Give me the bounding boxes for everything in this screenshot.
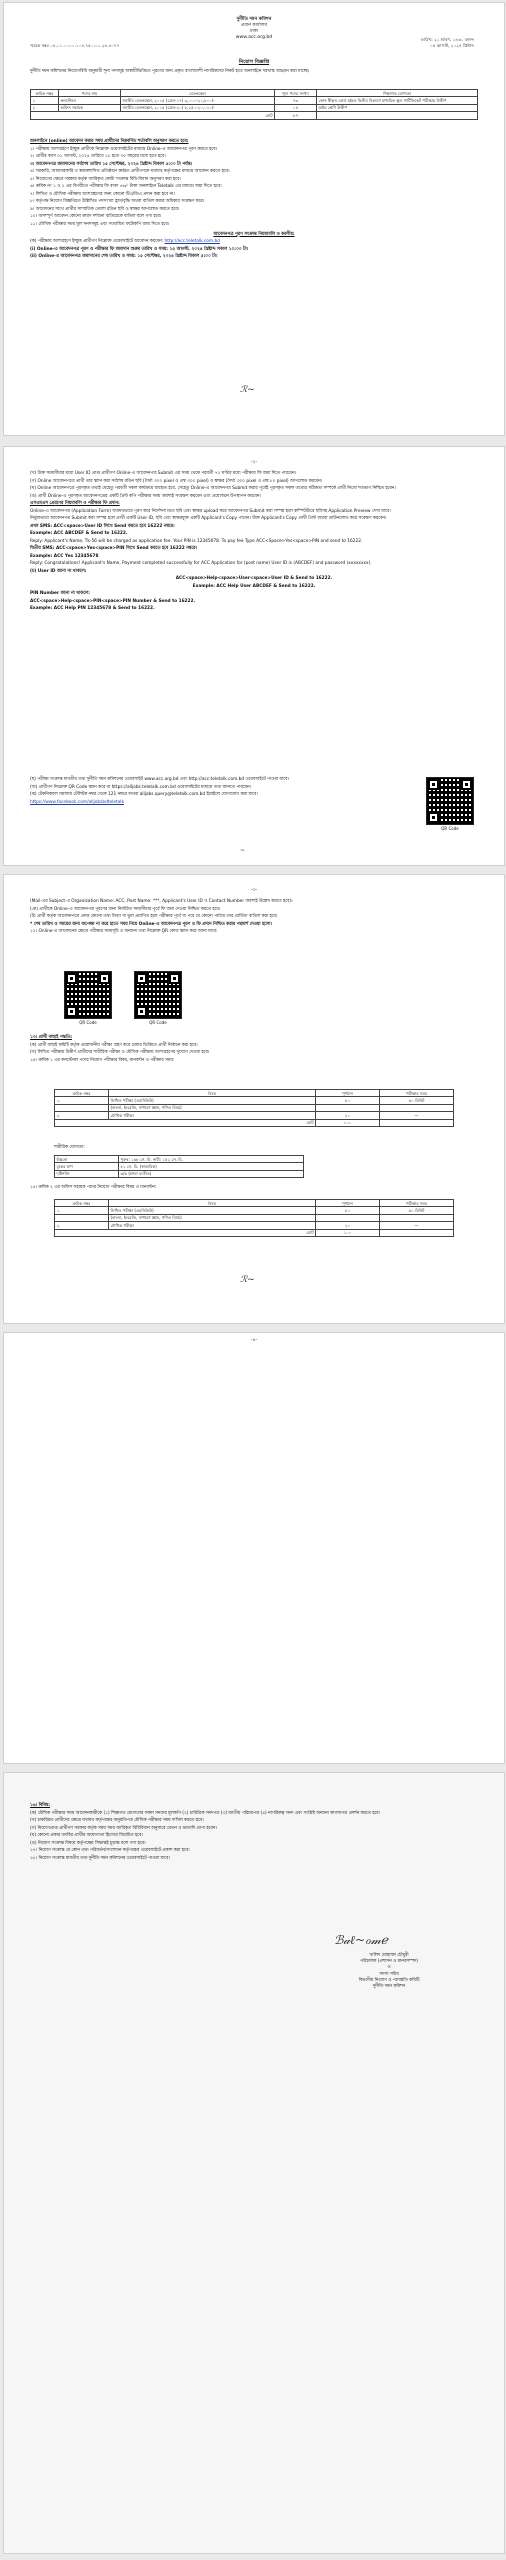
table-cell: — [380, 1222, 454, 1229]
sms-step: প্রথম SMS: ACC<space>User ID লিখে Send করতে হবে 16222 নম্বরে। [30, 523, 175, 529]
table-header: ক্রমিক নম্বর [55, 1200, 109, 1207]
table-total-label: মোট [55, 1119, 316, 1126]
list-item: ১৭। নিয়োগ সংক্রান্ত যে কোন তথ্য পরিবর্তন/সংশোধন কর্তৃপক্ষের ওয়েবসাইটে প্রকাশ করা হবে। [30, 1848, 190, 1853]
list-item: ৯। আবেদনের সাথে প্রার্থীর সাম্প্রতিক তোলা রঙিন ছবি ও স্বাক্ষর আপলোড করতে হবে। [30, 206, 180, 212]
signatory-and: ও [387, 1965, 391, 1971]
notice-page-5 [3, 1772, 505, 2554]
qr-caption: QR Code [441, 826, 459, 831]
table-cell: ২০ [316, 1222, 380, 1229]
page-number: -৪- [250, 1338, 258, 1343]
table-row [55, 1214, 454, 1221]
exam-table-constable [54, 1089, 454, 1127]
page3-content [30, 899, 478, 937]
table-row [55, 1207, 454, 1214]
table-row [55, 1170, 304, 1177]
table-cell: পুরুষ: ১৬৮ সে. মি. নারী: ১৫২ সে. মি. [119, 1156, 304, 1163]
table-header: পরীক্ষার সময় [380, 1090, 454, 1097]
table-cell: জাতীয় বেতনস্কেল, ২০১৫ (গ্রেড-১৭) ৯,০০০-২১,৮০০/- [121, 97, 275, 104]
table-row [55, 1222, 454, 1229]
table-header-row [31, 90, 478, 97]
list-item: ১৪। ক্রমিক ১ এর কনস্টেবল পদের নিয়োগ পরীক্ষার বিষয়, মানবন্টন ও পরীক্ষার সময়: [30, 1057, 175, 1063]
list-item: (ঙ) নিয়োগ সংক্রান্ত বিষয়ে কর্তৃপক্ষের সিদ্ধান্তই চূড়ান্ত বলে গণ্য হবে। [30, 1840, 146, 1846]
sms-format: ACC<space>Help<space>User<space>User ID & Send to 16222. [175, 576, 333, 581]
table-header: বিষয় [109, 1090, 316, 1097]
qr-caption: QR Code [79, 1020, 97, 1025]
page-number: -২- [250, 460, 258, 465]
signatory-name: খালিদ মোহাম্মদ চৌধুরী [369, 1953, 409, 1958]
date-english: ০৫ আগস্ট, ২০২৪ খ্রিষ্টাব্দ [429, 43, 474, 48]
page2-content [30, 471, 478, 614]
table-cell: বুকের মাপ [55, 1163, 119, 1170]
table-cell [380, 1104, 454, 1111]
table-row [31, 104, 478, 111]
table-header: পূর্ণমান [316, 1200, 380, 1207]
table-cell: লিখিত পরীক্ষা (এমসিকিউ) [109, 1207, 316, 1214]
list-item: (ঘ) কোনো প্রকার তদবির প্রার্থীর অযোগ্যতা হিসেবে বিবেচিত হবে। [30, 1833, 143, 1838]
table-total-value: ৮৭ [275, 112, 317, 119]
list-item: ৩। আবেদনপত্র জমাদানের সর্বশেষ তারিখ ১৫ সেপ্টেম্বর, ২০২৪ খ্রিষ্টাব্দ বিকাল ৫:০০ টা পর্যন্ত। [30, 161, 193, 167]
table-total-label: মোট [55, 1229, 316, 1236]
list-item: ৭। লিখিত ও মৌখিক পরীক্ষায় অংশগ্রহণের জন্য কোনো টিএ/ডিএ প্রদান করা হবে না। [30, 191, 175, 197]
table-cell: ১ [31, 97, 59, 104]
sms-reply: Reply: Congratulations! Applicant's Name, Payment completed successfully for ACC Application for (post name) User ID is (ABCDEF) and password (xxxxxxxx). [30, 561, 372, 566]
date-block [421, 37, 474, 49]
table-cell: অফিস সহায়ক [59, 104, 121, 111]
list-item: ৪। সরকারি, আধাসরকারি ও স্বায়ত্তশাসিত প্রতিষ্ঠানে কর্মরত প্রার্থীগণকে যথাযথ কর্তৃপক্ষের মাধ্যমে আবেদন করতে হবে। [30, 169, 230, 174]
qr-code-icon[interactable] [426, 777, 474, 825]
facebook-link[interactable]: https://www.facebook.com/alljobsbdteletalk [30, 799, 124, 805]
initial-signature: ℛ~ [240, 1275, 255, 1285]
list-item: ৬। ক্রমিক নং ১ ও ২ এর বিপরীতে পরীক্ষার ফি বাবদ ৫৬/- টাকা অনলাইনে Teletalk এর মাধ্যমে জমা দিতে হবে। [30, 184, 222, 189]
list-item: ৮। কর্তৃপক্ষ নিয়োগ বিজ্ঞপ্তিতে উল্লিখিত পদসংখ্যা হ্রাস/বৃদ্ধি অথবা বাতিল করার অধিকার সংরক্ষণ করে। [30, 199, 205, 204]
table-cell: উচ্চতা [55, 1156, 119, 1163]
table-cell: ২০ [316, 1112, 380, 1119]
table-total-label: মোট [31, 112, 275, 119]
table-cell: দৃষ্টিশক্তি [55, 1170, 119, 1177]
table-total-value: ১০০ [316, 1229, 380, 1236]
table-cell: মৌখিক পরীক্ষা [109, 1222, 316, 1229]
table-cell [55, 1104, 109, 1111]
table-row [55, 1097, 454, 1104]
list-item: (ছ) পরীক্ষা সংক্রান্ত যাবতীয় তথ্য দুর্নীতি দমন কমিশনের ওয়েবসাইট www.acc.org.bd এবং http://acc.teletalk.com.bd ওয়েবসাইটে পাওয়া যাবে। [30, 777, 289, 782]
table-cell [380, 1229, 454, 1236]
table-cell: ৬০ মিনিট [380, 1097, 454, 1104]
table-row [55, 1156, 304, 1163]
table-row [55, 1163, 304, 1170]
table-header: পদের নাম [59, 90, 121, 97]
vacancy-table [30, 89, 478, 120]
city-name: ঢাকা [249, 29, 259, 34]
table-cell: ১. [55, 1097, 109, 1104]
sms-example: Example: ACC Help User ABCDEF & Send to 16222. [192, 583, 316, 589]
notice-page-1 [3, 2, 505, 436]
table-cell: — [380, 1112, 454, 1119]
org-name: দুর্নীতি দমন কমিশন [236, 17, 272, 22]
signatory-designation: পরিচালক (প্রশাসন ও মানবসম্পদ) [360, 1959, 418, 1965]
office-name: প্রধান কার্যালয় [240, 23, 268, 28]
signatory-role: সদস্য সচিব [379, 1971, 399, 1977]
table-row [55, 1104, 454, 1111]
list-item: (ঞ) প্রার্থীকে Online-এ আবেদনপত্র পূরণের জন্য নির্ধারিত সময়সীমার পূর্বে ফি জমা দেওয়া নিশ্চিত করতে হবে। [30, 906, 221, 912]
user-id-heading: (চ) User ID জানা না থাকলে: [30, 568, 87, 574]
list-item: (জ) প্রার্থীগণ নিম্নোক্ত QR Code স্ক্যান করে বা https://alljobs.teletalk.com.bd ওয়েবসাইটের মাধ্যমে তথ্য জানতে পারবেন। [30, 784, 252, 790]
selection-section [30, 1035, 478, 1065]
physical-table [54, 1155, 304, 1178]
table-total-row [55, 1229, 454, 1236]
list-item: (ঙ) প্রার্থী Online-এ পূরণকৃত আবেদনপত্রের একটি প্রিন্ট কপি পরীক্ষার সময় অবশ্যই সংরক্ষণ করবেন এবং প্রয়োজনে উপস্থাপন করবেন। [30, 493, 261, 499]
list-item: Online-এ আবেদনপত্র (Application Form) যথাযথভাবে পূরণ করে নির্দেশনা মতে ছবি এবং স্বাক্ষর upload করে আবেদনপত্র Submit করা সম্পন্ন হলে কম্পিউটারে ছবিসহ Application Preview দেখা যাবে। [30, 508, 391, 514]
sms-reply: Reply: Applicant's Name, Tk-56 will be charged as application fee. Your PIN is 12345678. To pay fee Type ACC<Space>Yes<space>PIN and send to 16222. [30, 538, 363, 544]
qr-code-icon[interactable] [134, 971, 182, 1019]
table-header-row [55, 1090, 454, 1097]
list-item: ১১। মৌখিক পরীক্ষার সময় মূল সনদসমূহ এবং সত্যায়িত ফটোকপি জমা দিতে হবে। [30, 221, 170, 227]
list-item: (ট) প্রার্থী কর্তৃক আবেদনপত্রে প্রদত্ত কোনো তথ্য মিথ্যা বা ভুল প্রমাণিত হলে পরীক্ষার পূর্বে বা পরে যে কোনো পর্যায়ে তার প্রার্থিতা বাতিল করা হবে। [30, 914, 278, 919]
table-header: ক্রমিক নম্বর [31, 90, 59, 97]
conditions-list [30, 139, 478, 262]
initial-signature: ~ [240, 847, 246, 854]
list-item: ১২। Online-এ আবেদনের ক্ষেত্রে পরীক্ষার সময়সূচি ও অন্যান্য তথ্য নিম্নোক্ত QR কোড স্ক্যান করে জানা যাবে: [30, 929, 218, 934]
table-cell: জাতীয় বেতনস্কেল, ২০১৫ (গ্রেড-২০) ৮,২৫০-২০,০১০/- [121, 104, 275, 111]
qr-code-icon[interactable] [64, 971, 112, 1019]
table-header: পূর্ণমান [316, 1090, 380, 1097]
qr-block-2 [134, 971, 182, 1025]
apply-link[interactable]: http://acc.teletalk.com.bd [164, 239, 220, 245]
list-item: ১৮। নিয়োগ সংক্রান্ত যাবতীয় তথ্য দুর্নীতি দমন কমিশনের ওয়েবসাইটে পাওয়া যাবে। [30, 1855, 170, 1861]
signature: ℬ𝒶ℓ~ℴ𝓂ℯ [334, 1933, 388, 1947]
table-row [31, 97, 478, 104]
table-header: শিক্ষাগত যোগ্যতা [317, 90, 478, 97]
table-total-row [31, 112, 478, 119]
apply-end: (ii) Online-এ আবেদনপত্র জমাদানের শেষ তারিখ ও সময়: ১৫ সেপ্টেম্বর, ২০২৪ খ্রিষ্টাব্দ বিকাল ৫:০০ টা। [30, 254, 218, 260]
misc-section [30, 1803, 478, 1863]
table-cell: লিখিত পরীক্ষা (এমসিকিউ) [109, 1097, 316, 1104]
conditions-heading: অনলাইনে (online) আবেদন করার সময় প্রার্থীদের নিম্নবর্ণিত শর্তাবলি অনুসরণ করতে হবে: [30, 139, 189, 144]
table-cell: ২. [55, 1112, 109, 1119]
list-item: (গ) নিয়োগপ্রাপ্ত প্রার্থীগণ সরকার কর্তৃক সময় সময় জারিকৃত বিধিবিধান অনুসারে বেতন ও ভাতাদি প্রাপ্য হবেন। [30, 1825, 217, 1831]
date-bangla: ২১ শ্রাবণ, ১৪৩১ বঙ্গাব্দ [433, 37, 474, 42]
table-cell: ৭৩ [275, 97, 317, 104]
table-cell: কনস্টেবল [59, 97, 121, 104]
list-item: (খ) লিখিত পরীক্ষায় উত্তীর্ণ প্রার্থীদের শারীরিক পরীক্ষা ও মৌখিক পরীক্ষায় অংশগ্রহণের সুযোগ দেওয়া হবে। [30, 1050, 210, 1055]
page2-notes [30, 777, 414, 807]
list-item: (ঘ) Online আবেদনপত্রে পূরণকৃত তথ্যই যেহেতু পরবর্তী সকল কার্যক্রমে ব্যবহৃত হবে, সেহেতু Online-এ আবেদনপত্র Submit করার পূর্বেই পূরণকৃত সকল তথ্যের সঠিকতা সম্পর্কে প্রার্থী নিজে শতভাগ নিশ্চিত হবেন। [30, 486, 396, 491]
table-cell: কোন স্বীকৃত বোর্ড হইতে দ্বিতীয় বিভাগে মাধ্যমিক স্কুল সার্টিফিকেট পরীক্ষায় উত্তীর্ণ [317, 97, 478, 104]
memo-number: স্মারক নম্বর ০৪.০১.০০০০.১০৪.৭৫.০০১.২৪.৪০৭৭ [30, 43, 120, 48]
table-header: ক্রমিক নম্বর [55, 1090, 109, 1097]
table-cell: (বাংলা, ইংরেজি, সাধারণ জ্ঞান, গণিত বিষয়) [109, 1104, 316, 1111]
exam-table-office-assistant [54, 1199, 454, 1237]
list-item: নির্ভুলভাবে আবেদনপত্র Submit করা সম্পন্ন হলে প্রার্থী একটি User ID, ছবি এবং স্বাক্ষরযুক্ত একটি Applicant's Copy পাবেন। উক্ত Applicant's Copy প্রার্থী প্রিন্ট অথবা ডাউনলোড করে সংরক্ষণ করবেন। [30, 516, 387, 521]
pin-heading: PIN Number জানা না থাকলে: [30, 591, 90, 596]
apply-heading: আবেদনপত্র পূরণ সংক্রান্ত নিয়মাবলি ও করণীয়: [213, 231, 295, 237]
signatory-committee: বিভাগীয় নিয়োগ ও পদোন্নতি কমিটি [358, 1977, 420, 1983]
table-cell [380, 1214, 454, 1221]
apply-start: (i) Online-এ আবেদনপত্র পূরণ ও পরীক্ষার ফি জমাদান শুরুর তারিখ ও সময়: ১৫ আগস্ট, ২০২৪ খ্রিষ্টাব্দ সকাল ১০:০০ টা। [30, 246, 249, 252]
notice-page-2 [3, 446, 505, 866]
notice-page-3 [3, 874, 505, 1324]
table-cell: ১. [55, 1207, 109, 1214]
table-cell: ২. [55, 1222, 109, 1229]
qr-block-1 [64, 971, 112, 1025]
table-cell [55, 1214, 109, 1221]
table-cell: ৮০ [316, 1207, 380, 1214]
list-item: (Mail-এর Subject-এ Organization Name: ACC, Post Name: ***, Applicant's User ID ও Contact Number অবশ্যই উল্লেখ করতে হবে)। [30, 899, 293, 904]
table-cell: ৮০ [316, 1097, 380, 1104]
table-cell: ৮১ সে. মি. (স্বাভাবিক) [119, 1163, 304, 1170]
table-cell [380, 1119, 454, 1126]
qr-block [426, 777, 474, 831]
qr-caption: QR Code [149, 1020, 167, 1025]
table-total-row [55, 1119, 454, 1126]
table-cell: (বাংলা, ইংরেজি, সাধারণ জ্ঞান, গণিত বিষয়) [109, 1214, 316, 1221]
table-total-value: ১০০ [316, 1119, 380, 1126]
list-item: (ক) প্রার্থী বাছাই কমিটি কর্তৃক প্রয়োজনীয় পরীক্ষা গ্রহণ করে মেধার ভিত্তিতে প্রার্থী নির্বাচন করা হবে। [30, 1042, 198, 1048]
table-cell: ২ [31, 104, 59, 111]
list-item: (খ) উক্ত সময়সীমার মধ্যে User ID প্রাপ্ত প্রার্থীগণ Online-এ আবেদনপত্র Submit এর সময় থেকে পরবর্তী ৭২ ঘণ্টার মধ্যে পরীক্ষার ফি জমা দিতে পারবেন। [30, 471, 297, 476]
sms-example: Example: ACC Yes 12345678 [30, 553, 99, 559]
date-label: তারিখ: [420, 37, 433, 42]
signatory-org: দুর্নীতি দমন কমিশন [372, 1984, 406, 1990]
signatory-block [304, 1953, 474, 1990]
table-cell: মৌখিক পরীক্ষা [109, 1112, 316, 1119]
exam-note-2: ১৫। ক্রমিক ২ এর অফিস সহায়ক পদের নিয়োগ পরীক্ষার বিষয় ও মানবন্টন: [30, 1185, 157, 1190]
sms-format: ACC<space>Help<space>PIN<space>PIN Number & Send to 16222. [30, 598, 196, 604]
apply-intro: (ক) পরীক্ষায় অংশগ্রহণে ইচ্ছুক প্রার্থীগণ নিম্নোক্ত ওয়েবসাইটে আবেদন করবেন: http://acc.teletalk.com.bd [30, 239, 220, 245]
list-item: ৫। নিয়োগের ক্ষেত্রে সরকার কর্তৃক জারিকৃত কোটা সংক্রান্ত বিধি-বিধান অনুসরণ করা হবে। [30, 176, 181, 182]
table-row [55, 1112, 454, 1119]
sms-example: Example: ACC ABCDEF & Send to 16222. [30, 531, 128, 536]
table-cell: অষ্টম শ্রেণি উত্তীর্ণ [317, 104, 478, 111]
table-cell: ১৪ [275, 104, 317, 111]
list-item: * শেষ তারিখ ও সময়ের জন্য অপেক্ষা না করে হাতে সময় নিয়ে Online-এ আবেদনপত্র পূরণ ও ফি প্রদান নিশ্চিত করার পরামর্শ দেওয়া হলো। [30, 921, 273, 927]
section-heading: ১৩। প্রার্থী বাছাই পদ্ধতি: [30, 1035, 73, 1040]
list-item: (গ) Online আবেদনপত্রে প্রার্থী তার স্ক্যান করা সর্বশেষ রঙিন ছবি (দৈর্ঘ্য ৩০০ pixel ও প্রস্থ ৩০০ pixel) ও স্বাক্ষর (দৈর্ঘ্য ৩০০ pixel ও প্রস্থ ৮০ pixel) আপলোড করবেন। [30, 478, 323, 484]
notice-page-4 [3, 1332, 505, 1764]
initial-signature: ℛ~ [240, 385, 255, 395]
physical-label: শারীরিক যোগ্যতা: [54, 1145, 85, 1150]
notice-intro: দুর্নীতি দমন কমিশনের নিয়োগবিধি অনুযায়ী শূন্য পদসমূহ অস্থায়ীভিত্তিতে পূরণের জন্য প্রকৃত বাংলাদেশী নাগরিকদের নিকট হতে অনলাইনে দরখাস্ত আহ্বান করা যাচ্ছে। [30, 69, 310, 74]
list-item: ১০। অসম্পূর্ণ আবেদন কোনো কারণ দর্শানো ব্যতিরেকে বাতিল বলে গণ্য হবে। [30, 214, 162, 219]
list-item: ২। প্রার্থীর বয়স ০১ আগস্ট, ২০২৪ তারিখে ১৮ হতে ৩০ বছরের মধ্যে হতে হবে। [30, 154, 166, 159]
table-cell [316, 1104, 380, 1111]
table-header: বেতনস্কেল [121, 90, 275, 97]
table-header: শূন্য পদের সংখ্যা [275, 90, 317, 97]
sms-heading: এসএমএস প্রেরণের নিয়মাবলি ও পরীক্ষার ফি প্রদান: [30, 501, 120, 506]
table-header: পরীক্ষার সময় [380, 1200, 454, 1207]
notice-title: নিয়োগ বিজ্ঞপ্তি [238, 59, 270, 65]
table-cell: ৬০ মিনিট [380, 1207, 454, 1214]
section-heading: ১৬। বিবিধ: [30, 1803, 50, 1808]
table-cell [316, 1214, 380, 1221]
table-header: বিষয় [109, 1200, 316, 1207]
list-item: (ঝ) টেকনিক্যাল সমস্যায় টেলিটক নম্বর থেকে 121 নম্বরে অথবা alljobs.query@teletalk.com.bd ইমেইলে যোগাযোগ করা যাবে। [30, 792, 258, 797]
list-item: (ক) মৌখিক পরীক্ষার সময় আবেদনকারীকে (১) শিক্ষাগত যোগ্যতার সকল সনদের মূলকপি (২) চারিত্রিক সনদপত্র (৩) জাতীয় পরিচয়পত্র (৪) নাগরিকত্ব সনদ এবং সংশ্লিষ্ট অন্যান্য কাগজপত্র প্রদর্শন করতে হবে। [30, 1810, 381, 1816]
website-link[interactable]: www.acc.org.bd [235, 35, 273, 40]
table-cell: ৬/৬ (চশমা ব্যতীত) [119, 1170, 304, 1177]
list-item: (খ) চাকরিরত প্রার্থীদের ক্ষেত্রে যথাযথ কর্তৃপক্ষের অনুমতিপত্র মৌখিক পরীক্ষার সময় দাখিল করতে হবে। [30, 1818, 204, 1823]
page-number: -৩- [250, 888, 258, 893]
list-item: ১। পরীক্ষায় অংশগ্রহণে ইচ্ছুক প্রার্থীকে নিম্নোক্ত ওয়েবসাইটের মাধ্যমে Online-এ আবেদনপত্র পূরণ করতে হবে। [30, 146, 217, 152]
table-cell [317, 112, 478, 119]
sms-step: দ্বিতীয় SMS: ACC<space>Yes<space>PIN লিখে Send করতে হবে 16222 নম্বরে। [30, 546, 197, 551]
table-header-row [55, 1200, 454, 1207]
sms-example: Example: ACC Help PIN 12345678 & Send to 16222. [30, 606, 155, 611]
